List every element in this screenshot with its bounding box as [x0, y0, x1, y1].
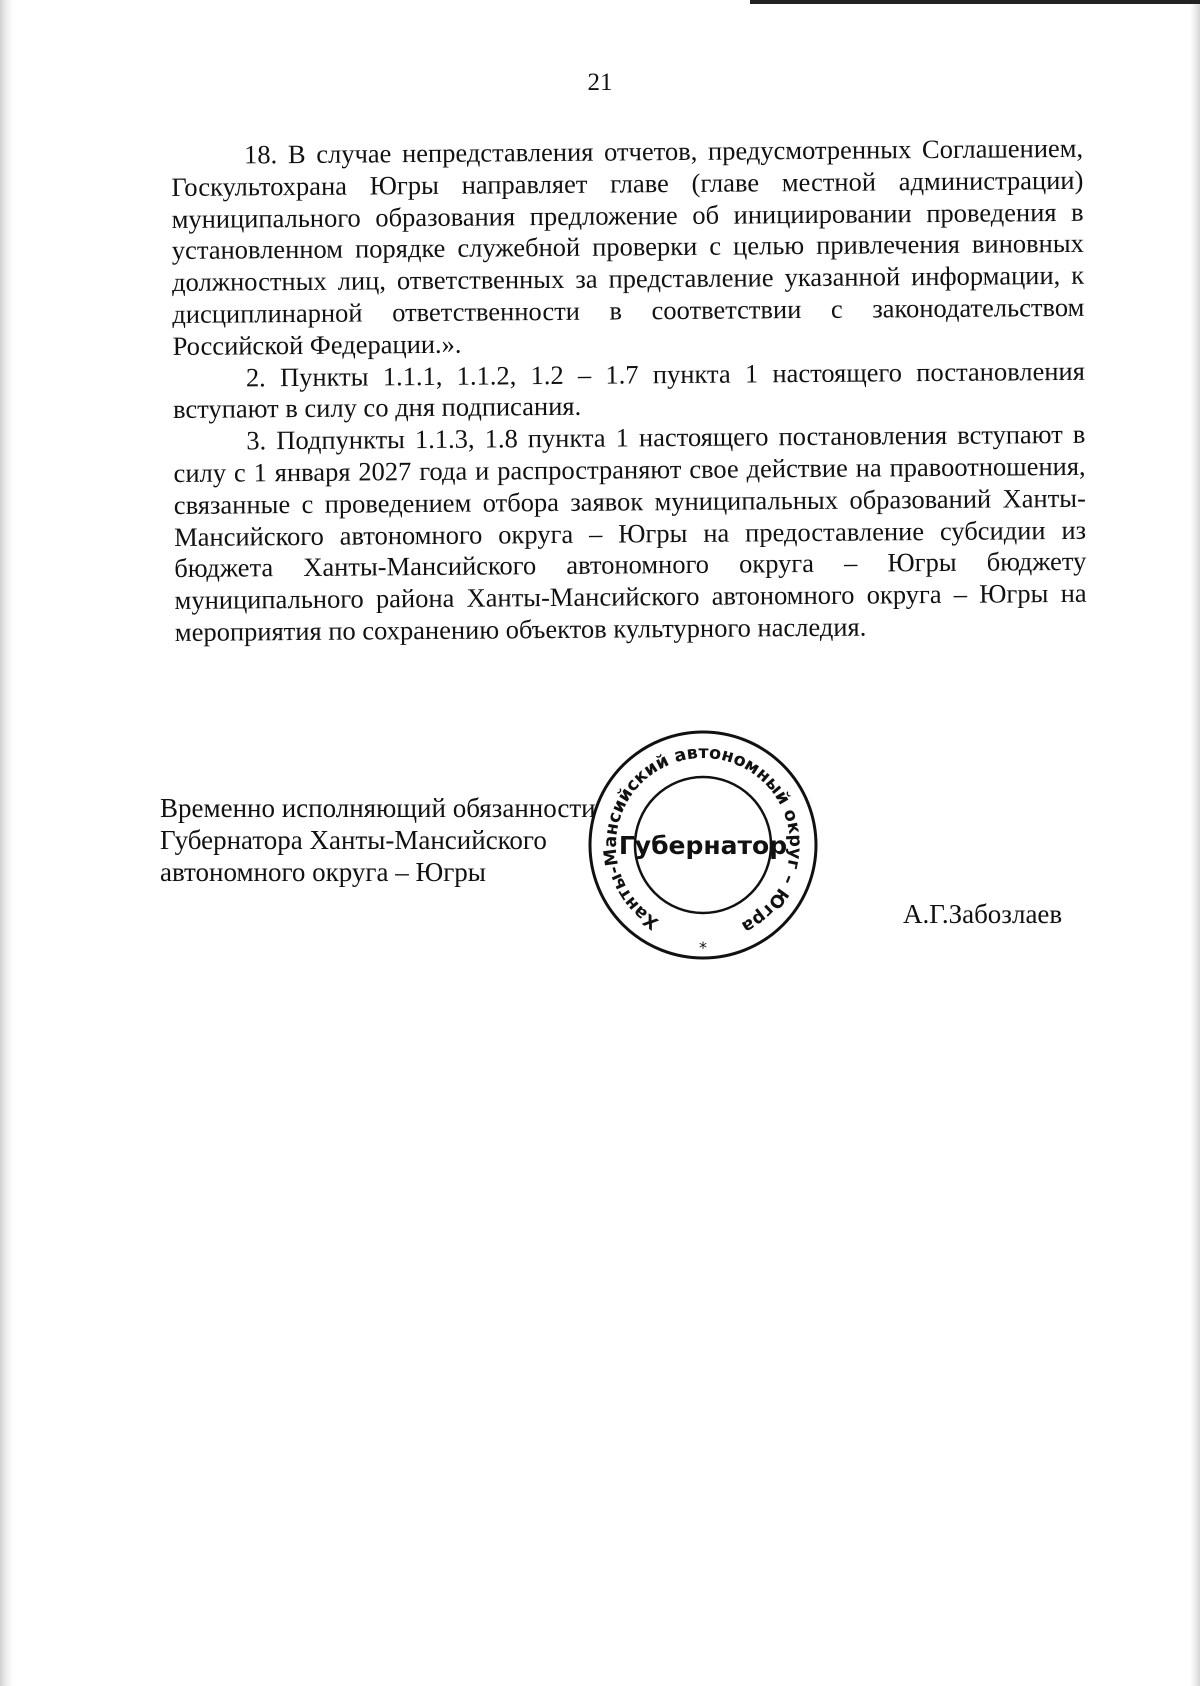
document-body: [171, 133, 1087, 649]
signatory-position-line: Губернатора Ханты-Мансийского: [160, 825, 547, 855]
seal-center-text: Губернатор: [618, 831, 788, 860]
page-number: 21: [587, 69, 613, 96]
seal-star-icon: *: [699, 938, 707, 957]
paragraph-3: 3. Подпункты 1.1.3, 1.8 пункта 1 настоящего постановления вступают в силу с 1 января 2027 года и распространяют свое действие на правоотношения, связанные с проведением отбора заявок муниципальных образований Ханты-Мансийского автономного округа – Югры на предоставление субсидии из бюджета Ханты-Мансийского автономного округа – Югры бюджету муниципального района Ханты-Мансийского автономного округа – Югры на мероприятия по сохранению объектов культурного наследия.: [173, 419, 1087, 647]
scan-edge-left: [0, 0, 14, 1686]
paragraph-18: 18. В случае непредставления отчетов, предусмотренных Соглашением, Госкультохрана Югры направляет главе (главе местной администрации) муниципального образования предложение об инициировании проведения в установленном порядке служебной проверки с целью привлечения виновных должностных лиц, ответственных за представление указанной информации, к дисциплинарной ответственности в соответствии с законодательством Российской Федерации.».: [171, 132, 1085, 361]
official-seal-stamp: [583, 725, 823, 965]
signatory-position-line: Временно исполняющий обязанности: [160, 793, 596, 823]
seal-ring-text: Ханты-Мансийский автономный округ – Югра: [600, 742, 806, 937]
scan-edge-right: [1190, 0, 1200, 1686]
signer-name: А.Г.Забозлаев: [903, 899, 1063, 929]
signatory-position: [160, 792, 620, 888]
paragraph-2: 2. Пункты 1.1.1, 1.1.2, 1.2 – 1.7 пункта 1 настоящего постановления вступают в силу со дня подписания.: [172, 355, 1085, 425]
signatory-position-line: автономного округа – Югры: [160, 857, 486, 887]
scan-top-line: [750, 0, 1200, 4]
